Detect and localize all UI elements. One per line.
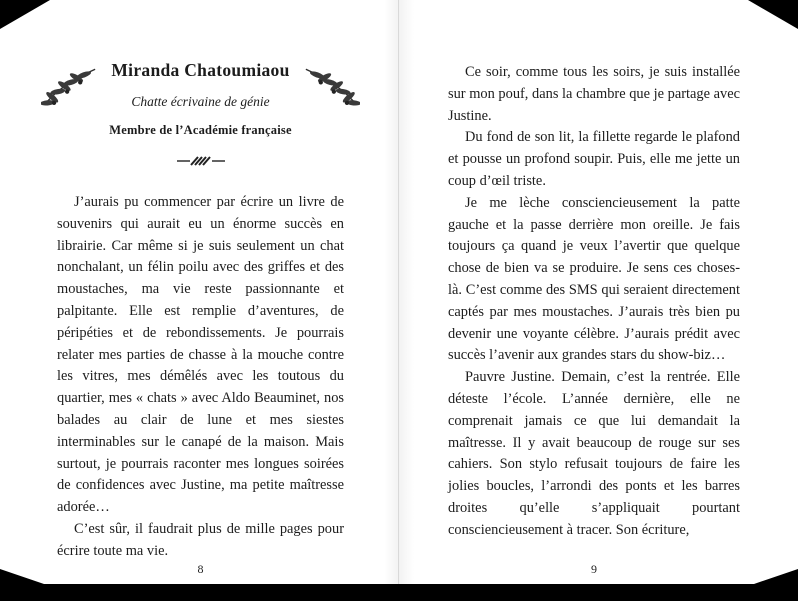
right-page-body: [448, 62, 740, 542]
photo-bottom-edge: [0, 584, 798, 601]
left-page-body: [57, 192, 344, 563]
right-page: [399, 0, 798, 601]
section-divider: [57, 154, 344, 170]
body-paragraph: Du fond de son lit, la fillette regarde le plafond et pousse un profond soupir. Puis, elle me jette un coup d’œil triste.: [448, 129, 740, 189]
page-number-right: 9: [591, 562, 597, 576]
character-title: Miranda Chatoumiaou: [111, 60, 290, 80]
body-paragraph: Ce soir, comme tous les soirs, je suis installée sur mon pouf, dans la chambre que je partage avec Justine.: [448, 64, 740, 124]
character-membership: Membre de l’Académie française: [109, 123, 292, 137]
olive-branch-left-icon: [41, 62, 97, 117]
gutter-line: [398, 0, 399, 601]
body-paragraph: Je me lèche consciencieusement la patte gauche et la passe derrière mon oreille. Je fais toujours ça quand je veux l’avertir que quelque chose de bien va se produire. Je sens ces choses-là. C’est comme des SMS qui seraient directement captés par mes moustaches. J’aurais très bien pu devenir une voyante célèbre. J’aurais prédit avec succès l’avenir aux grandes stars du show-biz…: [448, 194, 740, 364]
olive-branch-right-icon: [304, 62, 360, 117]
character-subtitle: Chatte écrivaine de génie: [131, 94, 270, 109]
body-paragraph: J’aurais pu commencer par écrire un livre de souvenirs qui aurait eu un énorme succès en librairie. Car même si je suis seulement un chat nonchalant, un félin poilu avec des griffes et des moustaches, ma vie reste passionnante et palpitante. Elle est remplie d’aventures, de péripéties et de rebondissements. Je pourrais relater mes parties de chasse à la mouche contre les vitres, mes démêlés avec les toutous du quartier, mes « chats » avec Aldo Beauminet, nos balades au clair de lune et mes siestes interminables sur le canapé de la maison. Mais surtout, je pourrais raconter mes longues soirées de confidences avec Justine, ma petite maîtresse adorée…: [57, 194, 344, 516]
hatched-rule-ornament-icon: [177, 155, 225, 172]
chapter-heading: [57, 60, 344, 138]
body-paragraph: Pauvre Justine. Demain, c’est la rentrée. Elle déteste l’école. L’année dernière, elle ne comprenait jamais ce que lui demandait la maîtresse. Il y avait beaucoup de rouge sur ses cahiers. Son stylo refusait toujours de faire les jolies boucles, l’arrondi des ponts et les barres droites qu’elle s’appliquait pourtant consciencieusement à tracer. Son écriture,: [448, 369, 740, 538]
body-paragraph: C’est sûr, il faudrait plus de mille pages pour écrire toute ma vie.: [57, 520, 344, 559]
page-number-left: 8: [197, 562, 204, 576]
